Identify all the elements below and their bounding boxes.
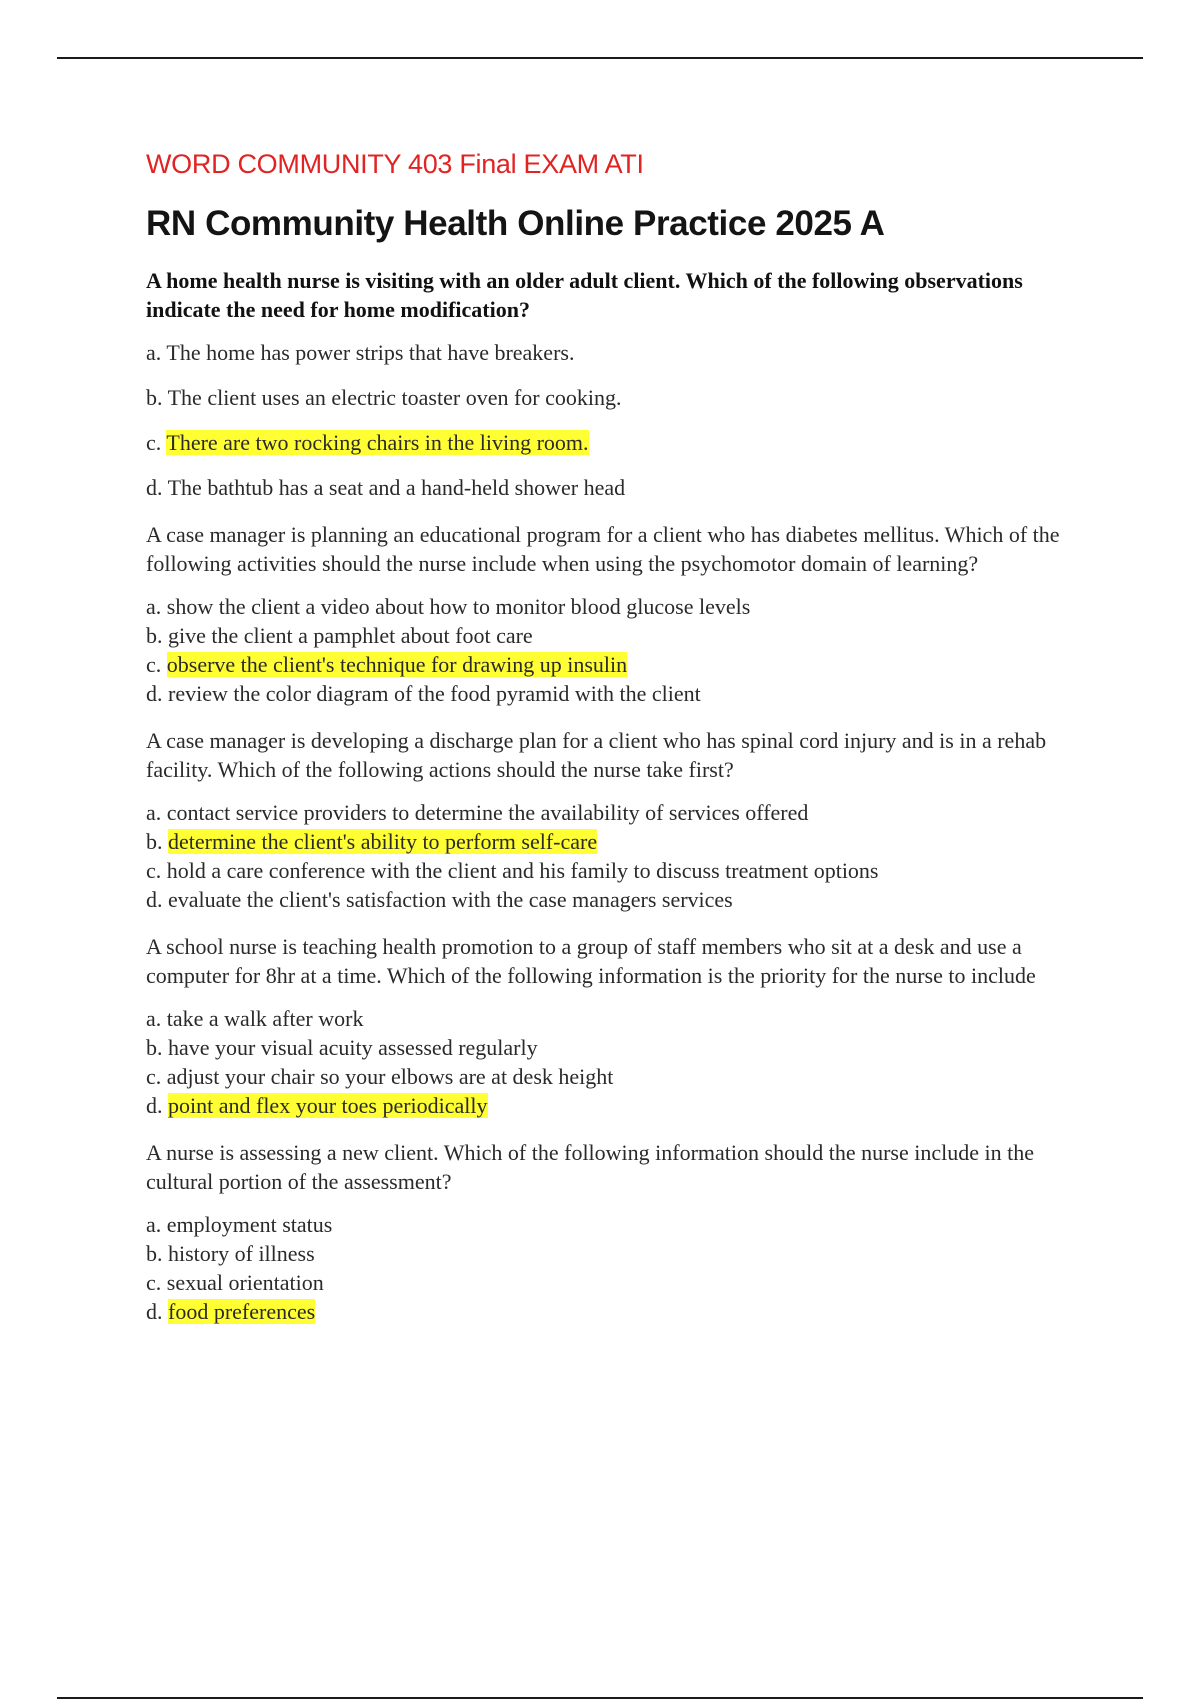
option-letter: d. [146,681,163,706]
question-2 [146,520,1096,708]
correct-answer-highlight: point and flex your toes periodically [168,1093,488,1118]
document-subtitle: WORD COMMUNITY 403 Final EXAM ATI [146,149,644,179]
option-letter: b. [146,385,163,410]
answer-option [146,1091,1096,1120]
question-list [146,266,1096,1326]
question-stem: A case manager is planning an educational program for a client who has diabetes mellitus. Which of the following activities should the nurse include when using the psychomotor domain of learning? [146,522,1060,576]
option-letter: c. [146,430,162,455]
option-letter: b. [146,829,163,854]
answer-option [146,383,1096,412]
correct-answer-highlight: determine the client's ability to perform self-care [168,829,598,854]
option-text: contact service providers to determine the availability of services offered [166,800,809,825]
document-page [146,144,1096,1326]
correct-answer-highlight: observe the client's technique for drawing up insulin [166,652,628,677]
answer-option [146,1062,1096,1091]
document-title: RN Community Health Online Practice 2025 A [146,204,885,243]
option-letter: d. [146,475,163,500]
option-letter: d. [146,887,163,912]
option-text: give the client a pamphlet about foot care [168,623,533,648]
bottom-rule [57,1697,1143,1699]
option-text: evaluate the client's satisfaction with the case managers services [168,887,733,912]
correct-answer-highlight: food preferences [168,1299,316,1324]
correct-answer-highlight: There are two rocking chairs in the living room. [166,430,589,455]
answer-option [146,856,1096,885]
answer-option [146,798,1096,827]
option-text: hold a care conference with the client and his family to discuss treatment options [166,858,879,883]
question-stem: A case manager is developing a discharge plan for a client who has spinal cord injury and is in a rehab facility. Which of the following actions should the nurse take first? [146,728,1047,782]
question-stem: A nurse is assessing a new client. Which of the following information should the nurse include in the cultural portion of the assessment? [146,1140,1034,1194]
option-letter: a. [146,1006,162,1031]
option-text: sexual orientation [166,1270,324,1295]
option-text: The client uses an electric toaster oven for cooking. [167,385,622,410]
option-letter: d. [146,1299,163,1324]
answer-option [146,592,1096,621]
answer-option [146,679,1096,708]
option-letter: a. [146,594,162,619]
option-text: adjust your chair so your elbows are at desk height [166,1064,614,1089]
question-1 [146,266,1096,502]
question-4 [146,932,1096,1120]
option-text: The bathtub has a seat and a hand-held shower head [167,475,626,500]
option-letter: c. [146,1270,162,1295]
option-letter: a. [146,800,162,825]
option-text: take a walk after work [166,1006,364,1031]
option-text: review the color diagram of the food pyramid with the client [168,681,701,706]
option-letter: b. [146,623,163,648]
option-letter: d. [146,1093,163,1118]
question-stem: A school nurse is teaching health promotion to a group of staff members who sit at a desk and use a computer for 8hr at a time. Which of the following information is the priority for the nurse to include [146,934,1036,988]
option-letter: b. [146,1241,163,1266]
option-text: show the client a video about how to monitor blood glucose levels [166,594,751,619]
option-text: have your visual acuity assessed regularly [168,1035,538,1060]
option-letter: c. [146,858,162,883]
top-rule [57,57,1143,59]
option-text: The home has power strips that have breakers. [166,340,575,365]
answer-option [146,338,1096,367]
question-5 [146,1138,1096,1326]
answer-option [146,428,1096,457]
option-letter: a. [146,1212,162,1237]
option-text: history of illness [168,1241,315,1266]
answer-option [146,885,1096,914]
question-stem: A home health nurse is visiting with an older adult client. Which of the following observations indicate the need for home modification? [146,268,1023,322]
option-text: employment status [166,1212,333,1237]
answer-option [146,650,1096,679]
option-letter: c. [146,652,162,677]
option-letter: a. [146,340,162,365]
option-letter: c. [146,1064,162,1089]
answer-option [146,1210,1096,1239]
answer-option [146,1033,1096,1062]
answer-option [146,827,1096,856]
answer-option [146,1268,1096,1297]
question-3 [146,726,1096,914]
answer-option [146,621,1096,650]
answer-option [146,1297,1096,1326]
option-letter: b. [146,1035,163,1060]
answer-option [146,1239,1096,1268]
answer-option [146,473,1096,502]
answer-option [146,1004,1096,1033]
